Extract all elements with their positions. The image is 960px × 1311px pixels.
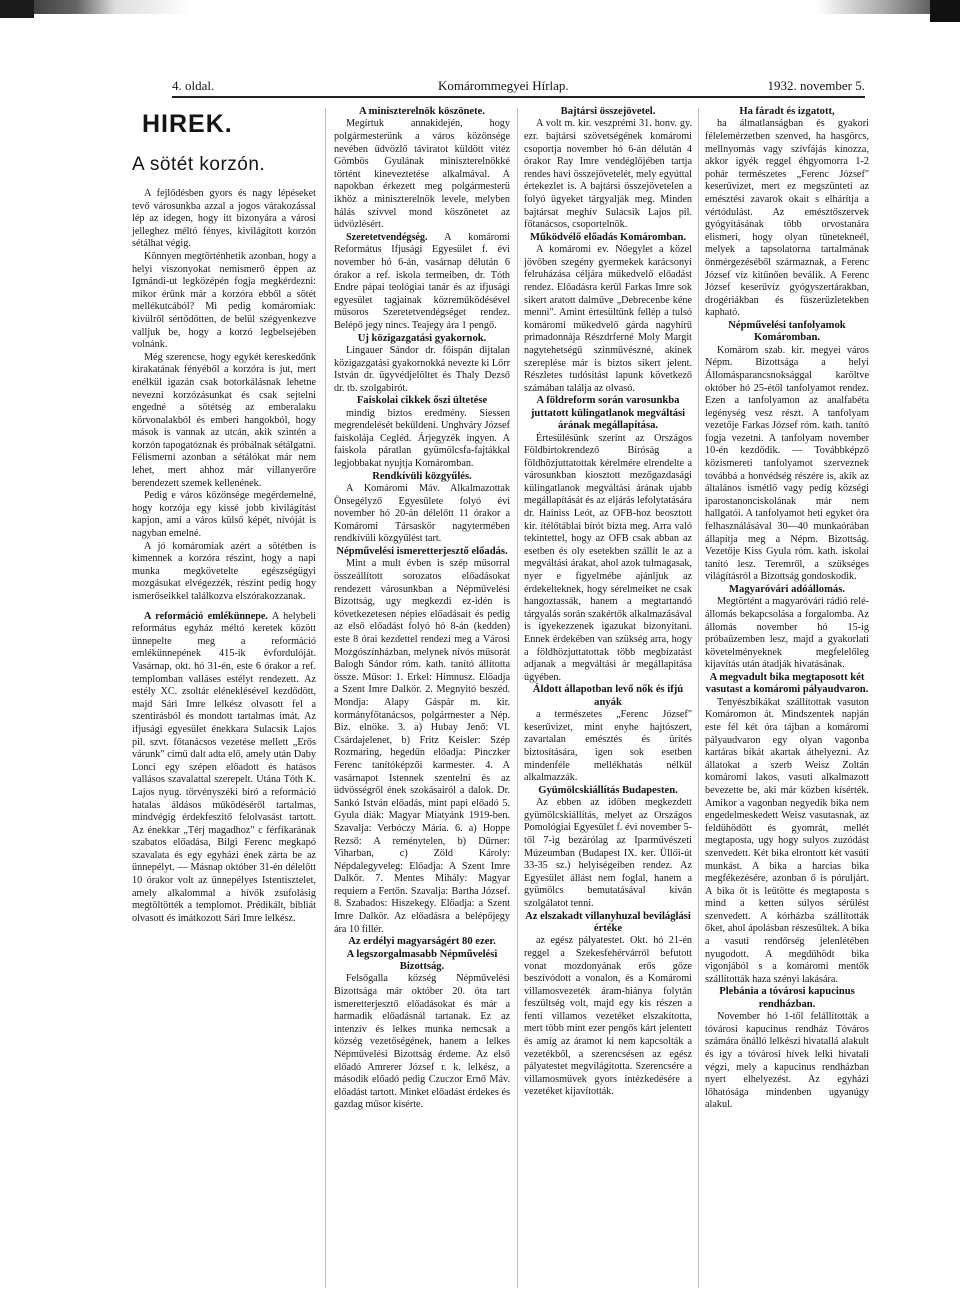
column-3 — [524, 106, 692, 1099]
article-paragraph: A komáromi ev. Nőegylet a közel jövőben szegény gyermekek karácsonyi felruházása céljára műkedvelő előadást rendez. Előadásra kerül Farkas Imre sok sikert aratott dalműve „Debrecenbe kéne menni". Amint értesültünk fellép a tulsó komáromi műkedvelő gárda nagyhírű primadonnája Részdrferné Moly Margit nagytehetségű szinművészné, akinek szereplése már is biztos sikert jelent. Részletes tudósítást lapunk következő számában találja az olvasó. — [524, 244, 692, 394]
article-paragraph: Mint a mult évben is szép műsorral összeállított sorozatos előadásokat rendezett városunkban a Népművelési Bizottság, ugy megkezdi ez-idén is következetesen népies előadásait és pedig az első előadást folyó hó 8-án (kedden) este 8 órai kezdettel rendezi meg a Városi Mozgószínházban, melynek nívós műsorát Balogh Sándor róm. kath. tanító állította össze. Műsor: 1. Erkel: Himnusz. Előadja a Szent Imre Dalkör. 2. Megnyitó beszéd. Mondja: Alapy Gáspár m. kir. kormányfőtanácsos, polgármester a Nép. Biz. elnöke. 3. a) Hubay Jenő: VI. Csárdajelenet, b) Fritz Keisler: Szép Rozmaring, hegedűn előadja: Pinczker Ferenc tanítóképzői karmester. 4. A vasárnapot Istennek szentelni és az üdvösségről ének szokásairól a dalok. Dr. Sankó István előadás, mint papi előadó 5. Gyula diák: Magyar Miatyánk 1919-ben. Szavalja: Verbóczy Mária. 6. a) Hoppe Rezső: A reménytelen, b) Dürner: Viharban, c) Zöld Károly: Népdalegyveleg: Előadja: A Szent Imre Dalkör. 7. Mentes Mihály: Magyar requiem a Fertőn. Szavalja: Bartha József. 8. Szabados: Hiszekegy. Előadja: a Szent Imre Dalkör. Az előadásra a belépőjegy ára 10 fillér. — [334, 558, 510, 935]
article-paragraph: Értesülésünk szerint az Országos Földbirtokrendező Bíróság a földhözjuttatottak kérelmére elrendelte a városunkban kiosztott mezőgazdasági külingatlanok megváltási árának ujabb megállapítását és az eljárás lefolytatására dr. Hainiss Leót, az OFB-hoz beosztott kir. ítélőtáblai bírót bízta meg. Arra való tekintettel, hogy az OFB csak abban az esetben és oly esetekben szállít le az a megváltási árakat, ahol azok tulmagasak, nyer e figyelmébe ajánljuk az érdekelteknek, hogy sérelmeiket ne csak hangoztassák, hanem a megtartandó tárgyalás során szakértők alkalmazásával is igyekezzenek igazukat bizonyítani. Ennek érdekében van szükség arra, hogy a földhözjuttatottak több megbízatást adjanak a megváltási ár megállapítása ügyében. — [524, 432, 693, 683]
article-title: A megvadult bika megtaposott két vasutast a komáromi pályaudvaron. — [705, 671, 869, 696]
article-paragraph: November hó 1-től felállították a tóvárosi kapucinus rendház Tóváros számára önálló lelkészi hivatallá alakult és igy a tóvárosi hívek lelki hivatali végzi, mely a kapucinus rendházban nyert elhelyezést. Az egyházi lőhatósága mindenben ugyanúgy alakul. — [705, 1011, 869, 1111]
article-paragraph: Felsőgalla község Népművelési Bizottsága már október 20. óta tart ismeretterjesztő előadásokat és már a harmadik előadásnál tartanak. Ez az intenzív és lelkes munka nemcsak a község vezetőségének, hanem a lelkes Népművelési Bizottság érdeme. Az első előadó Amrerer József r. k. lelkész, a második előadó pedig Czuczor Ernő Máv. előadást tartott. Minket előadást érdekes és gazdag műsor kisérte. — [334, 973, 510, 1111]
article-paragraph: Megírtuk annakidején, hogy polgármesterünk a város közönsége nevében üdvözlő táviratot küldött vitéz Gömbös Gyulának miniszterelnökké történt kineveztetése alkalmával. A napokban érkezett meg polgármesterü ikhöz a miniszterelnök levele, melyben hálás szívvel mond köszönetet az üdvözlésért. — [334, 118, 510, 231]
article-title: Áldott állapotban levő nők és ifjú anyák — [532, 684, 684, 708]
article-paragraph: A jó komáromiak azért a sötétben is kimennek a korzóra részint, hogy a napi munka megkövetelte egészségügyi mozgásukat elvégezzék, részint pedig hogy ismerőseikkel találkozva elszórakozzanak. — [132, 540, 316, 602]
column-2 — [334, 106, 510, 1112]
article-paragraph: A Komáromi Máv. Alkalmazottak Önsegélyző Egyesülete folyó évi november hó 20-án délelőtt 11 órakor a Komáromi Társaskör nagytermében rendkívüli közgyűlést tart. — [334, 483, 510, 545]
article-title: Magyaróvári adóállomás. — [729, 584, 845, 595]
article-title: A miniszterelnök köszönete. — [358, 106, 486, 117]
article-title: Uj közigazgatási gyakornok. — [357, 332, 487, 344]
article-title: Faiskolai cikkek őszi ültetése — [356, 395, 488, 407]
article-title: Gyümölcskiállítás Budapesten. — [538, 784, 678, 796]
article-title: Bajtársi összejövetel. — [560, 106, 656, 117]
article-title: Rendkívüli közgyűlés. — [372, 470, 472, 482]
scan-blot — [930, 0, 960, 22]
article-title: Népművelési ismeretterjesztő előadás. — [336, 546, 508, 558]
article-title: Az elszakadt villanyhuzal beviláglási értéke — [525, 910, 691, 934]
article-paragraph: Lingauer Sándor dr. főispán dijtalan közigazgatási gyakornokká nevezte ki Lőrr István dr. ügyvédjelöltet és Thaly Dezső dr. tb. szolgabirót. — [334, 344, 510, 394]
issue-date: 1932. november 5. — [767, 78, 865, 93]
column-rule — [517, 108, 518, 1288]
article-paragraph: Pedig e város közönsége megérdemelné, hogy korzója egy kissé jobb kivilágítást kapjon, ami a város külső képét, nívóját is nagyban emelné. — [132, 490, 316, 540]
article-title: Az erdélyi magyarságért 80 ezer. — [348, 936, 496, 948]
article-paragraph: az egész pályatestet. Okt. hó 21-én reggel a Szekesfehérvárról befutott vonat mozdonyának erős gőze beszívódott a vonalon, és a Komáromi villamosvezeték áram-hiánya folytán feszültség volt, majd egy kis részen a fenti villamos vezetéket elszakította, mert több mint ezer pengős kárt jelentett és amíg az áramot ki nem kapcsolták a vezetékből, a szerencsésen az egész pályatestet megvilágította. Szerencsére a villamosmüvek gyors intézkedésére a vezetéket kijavították. — [524, 935, 692, 1098]
column-rule — [698, 108, 699, 1288]
article-paragraph: Komárom szab. kir. megyei város Népm. Bizottsága a helyi Állomásparancsnoksággal karöltve október hó 25-étől tanfolyamot rendez. Ezen a tanfolyamon az analfabéta legénység vesz részt. A tanfolyam vezetője Farkas József róm. kath. tanító fogja vezetni. A tanfolyam november 10-én kezdődik. — Továbbképző közismereti tanfolyamot szerveznek továbbá a honvédség részére is, akik az általános ismétlő vagy pedig községi iparostanonciskolának már nem hallgatói. A tanfolyamot heti egyket óra felhasználásával 30—40 munkaórában állapítja meg a Népm. Bizottság. Vezetője Kiss Gyula róm. kath. iskolai tanító lesz. Teremről, a szükséges világításról a Bizottság gondoskodik. — [705, 344, 869, 583]
article-paragraph: Megtörtént a magyaróvári rádió relé-állomás bekapcsolása a forgalomba. Az állomás november hó 15-ig próbaüzemben lesz, majd a gyakorlati követelményeknek megfelelőleg kijavítás után átadják hivatásának. — [705, 596, 869, 671]
article-paragraph: A volt m. kir. veszprémi 31. honv. gy. ezr. bajtársi szövetségének komáromi csoportja november hó 6-án délután 4 órakor Ray Imre vendéglőjében tartja rendes havi összejövetelét, mely egyúttal értekezlet is. A bajtársi összejövetelen a folyó ügyeket tárgyalják meg. Minden bajtársat meghív Sulacsik Lajos pil. főtanácsos, csoportelnök. — [524, 118, 692, 231]
article-paragraph — [334, 232, 510, 333]
article-title: Népművelési tanfolyamok Komáromban. — [728, 319, 846, 344]
column-1 — [132, 106, 316, 925]
page-header — [172, 76, 865, 98]
article-text: A helybeli református egyház méltó keretek között ünnepelte meg a reformáció emlékünnepének 415-ik évfordulóját. Vasárnap, okt. hó 31-én, este 6 órakor a ref. templomban valláses estélyt rendezett. Az estély XC. zsoltár eléneklésével kezdődött, majd Sári Imre lelkész olvasott fel a szentirásból és mondott tartalmas imát. Az ifjusági egyesület énekkara Sulacsik Lajos pil. szvt. főtanácsos vezetése mellett „Erős várunk" cimű dalt adta elő, amely után Daby Lonci egy szépen előadott és hatásos vallásos szavalattal szerepelt. Utána Tóth K. Lajos nyug. törvényszéki biró a reformáció hatalas áldásos működéséről tartalmas, mindvégig érdekfeszitő felolvasást tartott. Az énekkar „Térj magadhoz" c férfikarának szabatos előadása, Bilgi Ferenc megkapó szavalata és egy egyházi ének zárta be az ünnepélyt. — Másnap október 31-én délelőtt 10 órakor volt az ünnepélyes Istentisztelet, amely alkalommal a hívők zsufolásig megtöltötték a templomot. Prédikált, bibliát olvasott és imátkozott Sári Imre lelkész. — [132, 610, 316, 924]
column-4 — [705, 106, 869, 1112]
scan-edge — [0, 0, 960, 14]
article-title: Plebánia a tóvárosi kapucinus rendházban. — [719, 986, 855, 1010]
scan-blot — [0, 0, 34, 18]
column-rule — [325, 108, 326, 1288]
article-title: A legszorgalmasabb Népművelési Bizottság. — [346, 948, 498, 973]
article-paragraph: Tenyészbikákat szállítottak vasuton Komáromon át. Mindszentek napján este fél két óra tájban a komáromi pályaudvaron egy olyan vagonba kartáras bikát akartak áthelyezni. Az állatokat a szerb Weisz Zoltán komáromi lakos, vasuti alkalmazott bevezette be, aki már közben kísérték. Amikor a vagonban negyedik bika nem engedelmeskedett Weisz vasutasnak, az feldühödött és gyomrát, mellét megtaposta, ugy hogy sulyos zuzódást szenvedett. Két bika elrontott két vasúti munkást. A bika a harcias bika megfékezésére, azonban ő is póruljárt. A bika őt is leütötte és megtaposta s mind a ketten súlyos sérülést szenvedett. A kórházba szállították őket, ahol ápolásban részesültek. A bika a vasuti rendőrség jelenlétében nyugodott. A megdühödt bika vigonjából s a komáromi mentők szállították haza szényi lakására. — [705, 696, 869, 985]
section-title: HIREK. — [142, 110, 233, 138]
article-title: A sötét korzón. — [132, 154, 266, 175]
article-run-in-title: Szeretetvendégség. — [346, 231, 428, 243]
article-paragraph: ha álmatlanságban és gyakori félelemérzetben szenved, ha hasgörcs, mellnyomás vagy szívfájás kínozza, akkor igyék reggel éhgyomorra 1-2 pohár természetes „Ferenc József" keserűvizet, mert ez megszünteti az emésztési zavarok okait s elhárítja a vértódulást. Az emésztőszervek gyógyításának több orvostanára elismeri, hogy olyan tünetekneél, melyek a tapsolatorna tartalmának önmérgezéséből származnak, a Ferenc József víz kitűnően beválik. A Ferenc József keserűvíz gyógyszertárakban, drogériákban és füszerüzletekben kapható. — [705, 118, 869, 319]
article-paragraph: A fejlődésben gyors és nagy lépéseket tevő városunkba azzal a jogos várakozással lép az idegen, hogy itt bizonyára a városi jelleghez méltó fényes, kivilágított korzón sétálhat végig. — [132, 188, 316, 250]
article-paragraph: a természetes „Ferenc József" keserűvizet, mint enyhe hajtószert, zavartalan emésztés és ürítés biztosítására, igen sok esetben mindenféle mellékhatás nélkül alkalmazzák. — [524, 709, 692, 784]
article-paragraph: mindig biztos eredmény. Siessen megrendelését bekűldeni. Unghváry József faiskolája Cegléd. Árjegyzék ingyen. A faiskola páratlan gyümölcsfa-fajtákkal legjobbakat nyujtja Komáromban. — [334, 407, 510, 470]
article-title: Ha fáradt és izgatott, — [739, 106, 835, 117]
article-paragraph: Az ebben az időben megkezdett gyümölcskiállítás, melyet az Országos Pomológiai Egyesület f. évi november 5-től 7-ig bezárólag az Iparművészeti Múzeumban (Budapest IX. ker. Üllői-út 33-35 sz.) helyiségeiben rendez. Az Egyesület állást nem foglal, hanem a gyümölcs bemutatásával kíván szolgálatot tenni. — [524, 797, 692, 909]
article-paragraph — [132, 611, 316, 926]
article-run-in-title: A reformáció emlékünnepe. — [144, 610, 268, 622]
article-title: A földreform során varosunkba juttatott külingatlanok megváltási árának megállapítása. — [530, 395, 686, 432]
newspaper-title: Komárommegyei Hírlap. — [438, 78, 569, 93]
page-number: 4. oldal. — [172, 78, 215, 93]
article-paragraph: Még szerencse, hogy egykét kereskedőnk kirakatának fényéből a korzóra is jut, mert enélkül igazán csak botorkálásnak lehetne nevezni korzózásunkat és csak sejtelni engedné a sötétség az emberalaku körvonalakból és emberi hangokból, hogy mások is vannak az utcán, akik szintén a korzón tapogatóznak és próbálnak sétálgatni. Félismerni azonban a sétálókat már nem lehet, mert ahhoz már villanyerőre berendezett szemek kellenének. — [132, 351, 316, 489]
article-paragraph: Könnyen megtörténhetik azonban, hogy a helyi viszonyokat nemismerő éppen az Igmándi-ut legközépén fogja megkérdezni: mikor érünk már a korzóra ebből a sötét mellékutcából? Mi pedig komáromiak: kivülről sértődötten, de belül szégyenkezve valljuk be, hogy a korzó legbelsejében volnánk. — [132, 250, 316, 351]
article-title: Működvélő előadás Komáromban. — [529, 231, 687, 243]
article-text: A komáromi Református Ifjusági Egyesület f. évi november hó 6-án, vasárnap délután 6 órakor a ref. iskola termeiben, dr. Tóth Endre pápai teológiai tanár és az ifjusági egyesület tagjainak közreműködésével műsoros Szeretetvendégséget rendez. Belépő jegy nincs. Teajegy ára 1 pengő. — [334, 231, 510, 331]
